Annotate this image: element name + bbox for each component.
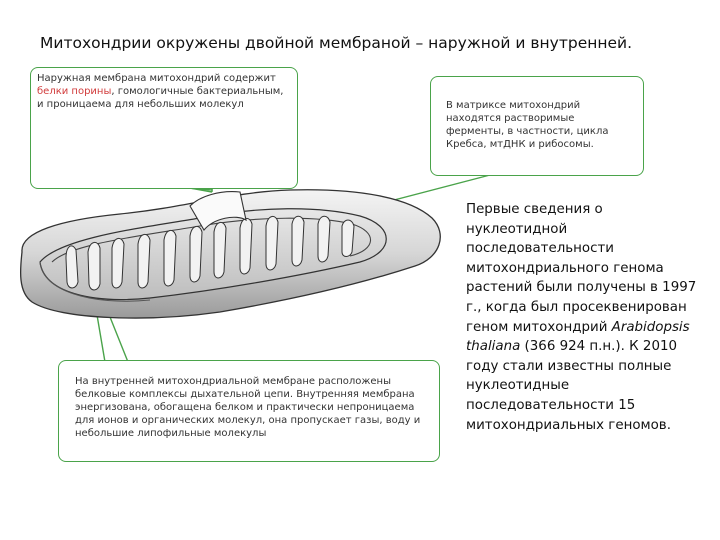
- species-name: Arabidopsis thaliana: [466, 319, 690, 355]
- outer-membrane-callout: [30, 67, 298, 189]
- matrix-callout: В матриксе митохондрий находятся растворимые ферменты, в частности, цикла Кребса, мтДНК и рибосомы.: [430, 76, 644, 176]
- genome-info-part2: (366 924 п.н.). К 2010 году стали известны полные нуклеотидные последовательности 15 митохондриальных геномов.: [466, 339, 678, 433]
- genome-info-part1: Первые сведения о нуклеотидной последовательности митохондриального генома растений были получены в 1997 г., когда был просеквенирован геном митохондрий: [466, 202, 697, 335]
- slide-title: Митохондрии окружены двойной мембраной – наружной и внутренней.: [40, 34, 633, 52]
- genome-info-text: [466, 200, 706, 435]
- porin-proteins-highlight: белки порины: [37, 86, 112, 97]
- outer-membrane-text-start: Наружная мембрана митохондрий содержит: [37, 73, 276, 84]
- inner-membrane-callout: На внутренней митохондриальной мембране расположены белковые комплексы дыхательной цепи. Внутренняя мембрана энергизована, обогащена белком и практически непроницаема для ионов и органических молекул, она пропускает газы, воду и небольшие липофильные молекулы: [58, 360, 440, 462]
- outer-membrane-text-end: , гомологичные бактериальным, и проницаема для небольших молекул: [37, 86, 284, 110]
